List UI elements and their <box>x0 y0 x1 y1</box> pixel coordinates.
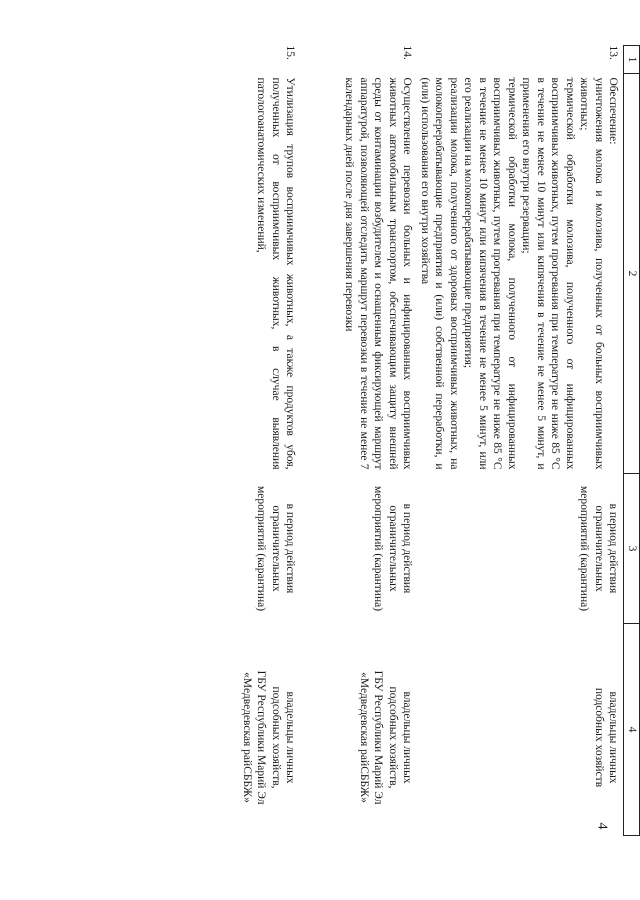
row-number: 14. <box>401 45 414 60</box>
description-line: Осуществление перевозки больных и инфицированных восприимчивых животных автомобильным транспортом, обеспечивающим защиту внешней среды от контаминации возбудителем и оснащенным фиксирующей маршрут аппаратурой, позволяющей отследить маршрут перевозки в течение не менее 7 календарных дней после дня завершения перевозки <box>343 77 414 470</box>
table-row <box>301 46 418 836</box>
measure-period <box>418 474 625 624</box>
measure-description <box>240 74 301 474</box>
description-line: Обеспечение: <box>607 77 620 145</box>
measure-responsible <box>240 624 301 836</box>
header-col-1: 1 <box>624 46 640 74</box>
row-number: 13. <box>607 45 620 60</box>
responsible-line: «Медведевская райСББЖ» <box>241 672 253 803</box>
description-line: Утилизация трупов восприимчивых животных, а также продуктов убоя, полученных от восприимчивых животных, в случае выявления патологоанатомических изменений, <box>255 77 297 470</box>
description-line: термической обработки молока, полученного от инфицированных восприимчивых животных, путем прогревания при температуре не ниже 85 °С в течение не менее 10 минут или кипячения в течение не менее 5 минут, или его реализации на молокоперерабатывающие предприятия; <box>462 77 518 470</box>
period-line: в период действия <box>607 503 620 594</box>
period-line: ограничительных <box>270 505 282 592</box>
header-col-2: 2 <box>624 74 640 474</box>
measure-description <box>418 74 625 474</box>
period-line: мероприятий (карантина) <box>578 485 591 612</box>
period-line: мероприятий (карантина) <box>255 485 268 612</box>
responsible-line: владельцы личных <box>607 691 620 784</box>
measure-description <box>301 74 418 474</box>
responsible-line: ГБУ Республики Марий Эл <box>372 670 385 805</box>
responsible-line: подсобных хозяйств, <box>387 686 399 789</box>
measure-responsible <box>301 624 418 836</box>
table-row <box>418 46 625 836</box>
period-line: мероприятий (карантина) <box>372 485 385 612</box>
description-line: реализации молока, полученного от здоровых восприимчивых животных, на молокоперерабатывающие предприятия и (или) собственной переработки, и (или) использования его внутри хозяйства <box>419 77 460 470</box>
responsible-line: владельцы личных <box>284 691 297 784</box>
measure-period <box>240 474 301 624</box>
period-line: в период действия <box>284 503 297 594</box>
description-line: уничтожения молока и молозива, полученных от больных восприимчивых животных; <box>578 77 605 470</box>
responsible-line: подсобных хозяйств <box>593 687 605 788</box>
header-col-4: 4 <box>624 624 640 836</box>
measure-responsible <box>418 624 625 836</box>
measures-table <box>240 45 640 836</box>
responsible-line: владельцы личных <box>401 691 414 784</box>
header-row <box>624 46 640 836</box>
row-number: 15. <box>284 45 297 60</box>
page-number: 4 <box>594 822 610 830</box>
measure-period <box>301 474 418 624</box>
period-line: ограничительных <box>387 505 399 592</box>
period-line: ограничительных <box>593 505 605 592</box>
table-row <box>240 46 301 836</box>
responsible-line: подсобных хозяйств, <box>270 686 282 789</box>
rotated-page <box>120 0 640 900</box>
period-line: в период действия <box>401 503 414 594</box>
responsible-line: «Медведевская райСББЖ» <box>358 672 370 803</box>
description-line: термической обработки молозива, полученного от инфицированных восприимчивых животных, путем прогревания при температуре не ниже 85 °С в течение не менее 10 минут или кипячения в течение не менее 5 минут, и применения его внутри резервации; <box>520 77 576 470</box>
responsible-line: ГБУ Республики Марий Эл <box>255 670 268 805</box>
header-col-3: 3 <box>624 474 640 624</box>
